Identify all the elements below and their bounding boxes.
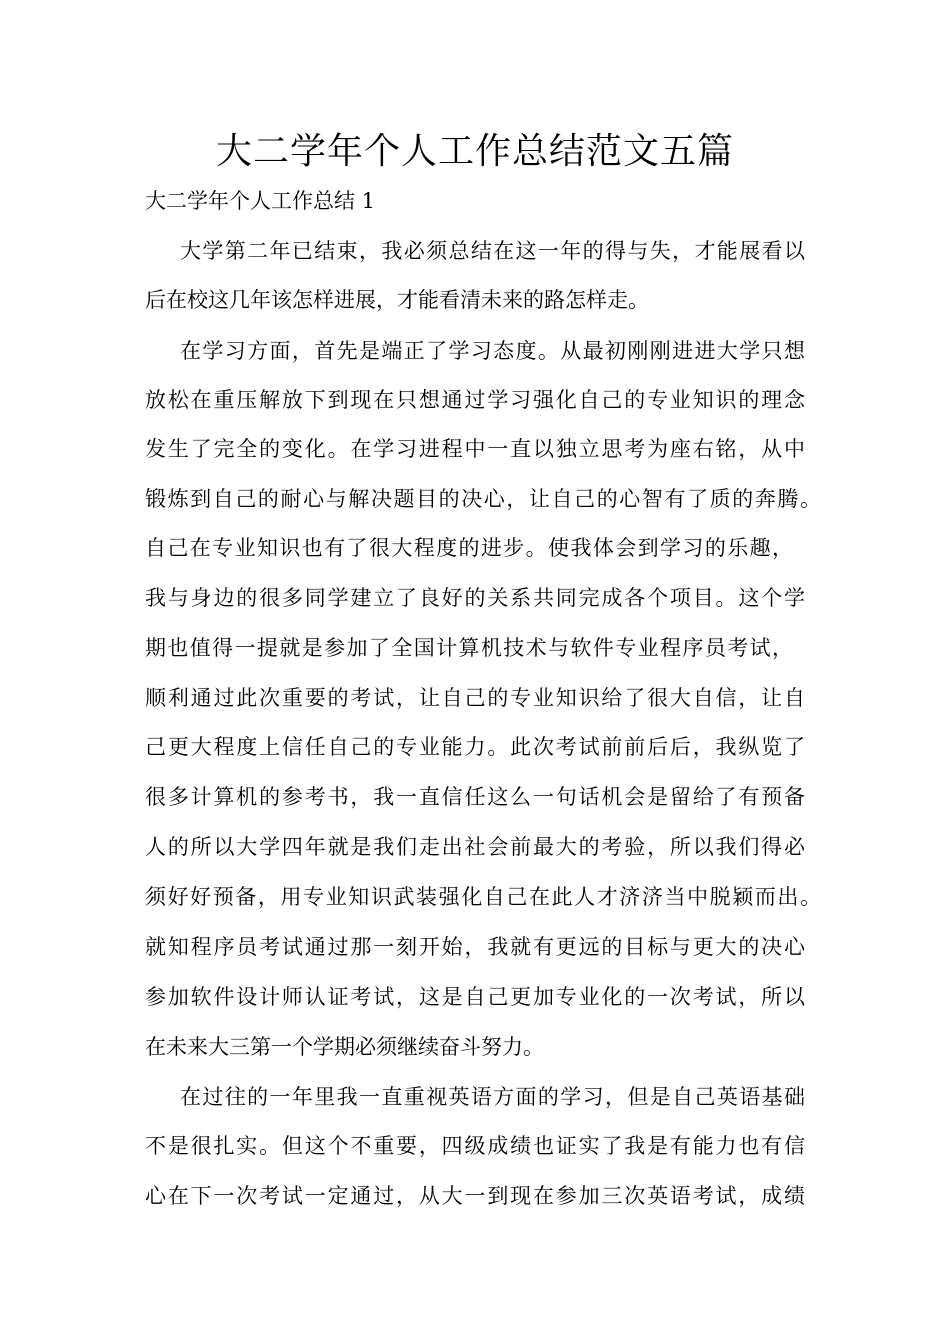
section-heading: 大二学年个人工作总结 1 xyxy=(145,189,376,213)
body-line-10: 顺利通过此次重要的考试，让自己的专业知识给了很大自信，让自 xyxy=(145,686,805,710)
body-line-2: 后在校这几年该怎样进展，才能看清未来的路怎样走。 xyxy=(145,288,649,312)
body-line-3: 在学习方面，首先是端正了学习态度。从最初刚刚进进大学只想 xyxy=(180,339,805,363)
body-line-17: 在未来大三第一个学期必须继续奋斗努力。 xyxy=(145,1035,544,1059)
body-line-19: 不是很扎实。但这个不重要，四级成绩也证实了我是有能力也有信 xyxy=(145,1134,805,1158)
document-title: 大二学年个人工作总结范文五篇 xyxy=(215,131,734,172)
body-line-1: 大学第二年已结束，我必须总结在这一年的得与失，才能展看以 xyxy=(180,239,805,263)
body-line-20: 心在下一次考试一定通过，从大一到现在参加三次英语考试，成绩 xyxy=(145,1184,805,1208)
body-line-14: 须好好预备，用专业知识武装强化自己在此人才济济当中脱颖而出。 xyxy=(145,885,821,909)
body-line-13: 人的所以大学四年就是我们走出社会前最大的考验，所以我们得必 xyxy=(145,835,805,859)
body-line-6: 锻炼到自己的耐心与解决题目的决心，让自己的心智有了质的奔腾。 xyxy=(145,487,821,511)
body-line-4: 放松在重压解放下到现在只想通过学习强化自己的专业知识的理念 xyxy=(145,388,805,412)
body-line-8: 我与身边的很多同学建立了良好的关系共同完成各个项目。这个学 xyxy=(145,586,805,610)
body-line-9: 期也值得一提就是参加了全国计算机技术与软件专业程序员考试， xyxy=(145,636,793,660)
body-line-16: 参加软件设计师认证考试，这是自己更加专业化的一次考试，所以 xyxy=(145,985,805,1009)
body-line-5: 发生了完全的变化。在学习进程中一直以独立思考为座右铭，从中 xyxy=(145,437,805,461)
body-line-11: 己更大程度上信任自己的专业能力。此次考试前前后后，我纵览了 xyxy=(145,735,805,759)
body-line-7: 自己在专业知识也有了很大程度的进步。使我体会到学习的乐趣， xyxy=(145,536,793,560)
body-line-15: 就知程序员考试通过那一刻开始，我就有更远的目标与更大的决心 xyxy=(145,935,805,959)
body-line-12: 很多计算机的参考书，我一直信任这么一句话机会是留给了有预备 xyxy=(145,785,805,809)
body-line-18: 在过往的一年里我一直重视英语方面的学习，但是自己英语基础 xyxy=(180,1085,805,1109)
